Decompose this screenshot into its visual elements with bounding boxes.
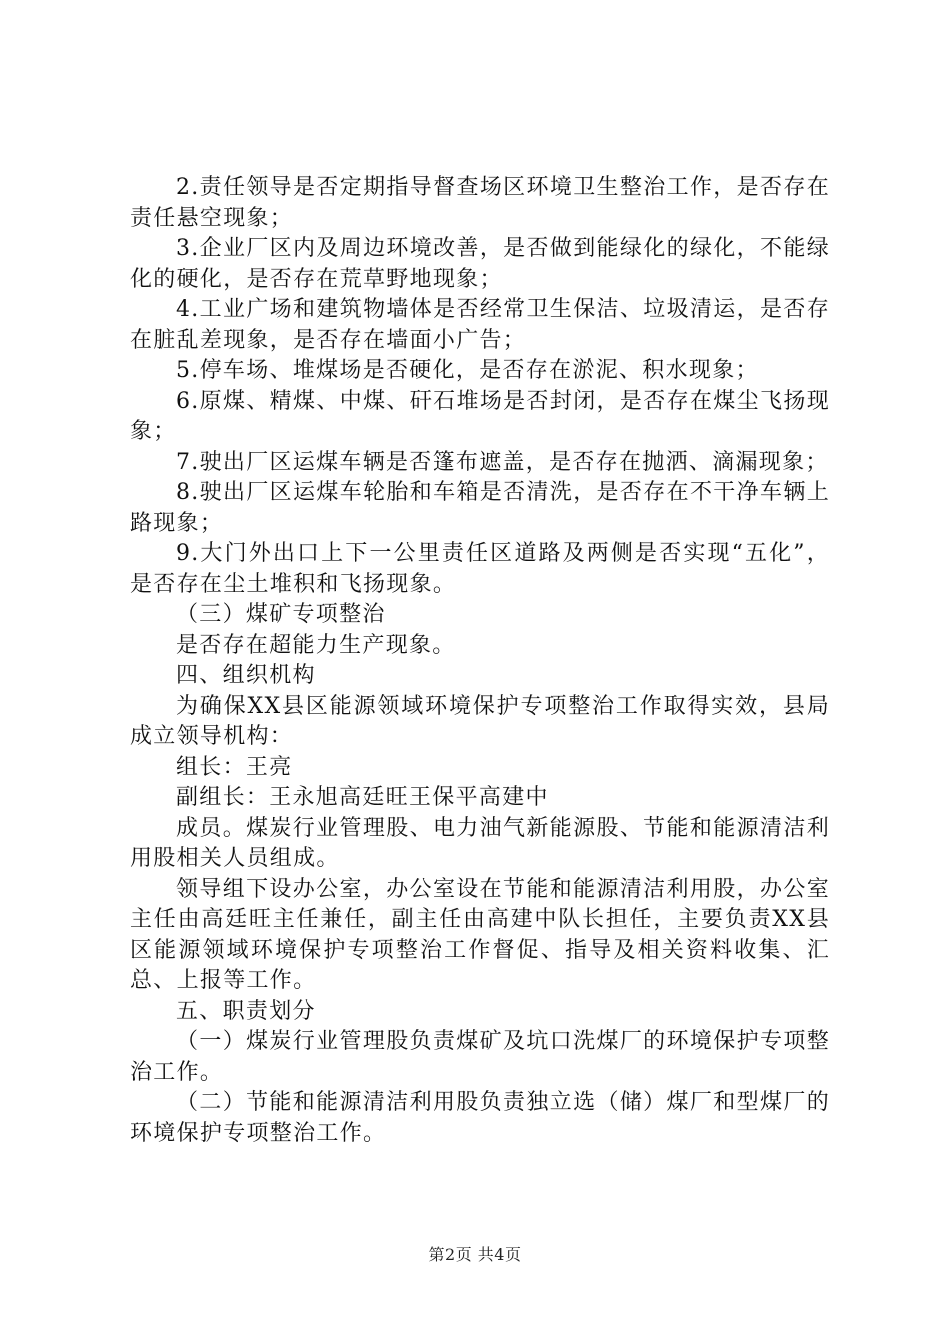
paragraph-group-leader: 组长：王亮 [176,754,293,780]
paragraph-item-8: 8.驶出厂区运煤车轮胎和车箱是否清洗，是否存在不干净车辆上路现象； [130,480,830,536]
paragraph-item-3: 3.企业厂区内及周边环境改善，是否做到能绿化的绿化，不能绿化的硬化，是否存在荒草野地现象； [130,236,830,292]
paragraph-item-6: 6.原煤、精煤、中煤、矸石堆场是否封闭，是否存在煤尘飞扬现象； [130,388,830,444]
paragraph-item-9: 9.大门外出口上下一公里责任区道路及两侧是否实现“五化”，是否存在尘土堆积和飞扬现象。 [130,541,830,597]
section-heading-organization: 四、组织机构 [176,663,316,688]
paragraph-item-4: 4.工业广场和建筑物墙体是否经常卫生保洁、垃圾清运，是否存在脏乱差现象，是否存在墙面小广告； [130,297,830,353]
paragraph-office: 领导组下设办公室，办公室设在节能和能源清洁利用股，办公室主任由高廷旺主任兼任，副主任由高建中队长担任，主要负责XX县区能源领域环境保护专项整治工作督促、指导及相关资料收集、汇总、上报等工作。 [130,876,830,993]
paragraph-responsibility-1: （一）煤炭行业管理股负责煤矿及坑口洗煤厂的环境保护专项整治工作。 [130,1029,830,1085]
page-number-footer: 第2页 共4页 [428,1245,522,1264]
paragraph-overcapacity: 是否存在超能力生产现象。 [176,632,456,658]
paragraph-deputy-leaders: 副组长：王永旭高廷旺王保平高建中 [176,785,549,810]
paragraph-responsibility-2: （二）节能和能源清洁利用股负责独立选（储）煤厂和型煤厂的环境保护专项整治工作。 [130,1090,830,1146]
paragraph-item-2: 2.责任领导是否定期指导督查场区环境卫生整治工作，是否存在责任悬空现象； [130,175,830,231]
document-body [130,173,830,1149]
paragraph-members: 成员。煤炭行业管理股、电力油气新能源股、节能和能源清洁利用股相关人员组成。 [130,815,830,871]
section-heading-responsibilities: 五、职责划分 [176,998,316,1024]
paragraph-item-7: 7.驶出厂区运煤车辆是否篷布遮盖，是否存在抛洒、滴漏现象； [176,449,829,475]
subsection-heading-coal-mine: （三）煤矿专项整治 [176,602,386,627]
paragraph-organization-intro: 为确保XX县区能源领域环境保护专项整治工作取得实效，县局成立领导机构： [130,693,830,749]
paragraph-item-5: 5.停车场、堆煤场是否硬化，是否存在淤泥、积水现象； [176,358,759,383]
